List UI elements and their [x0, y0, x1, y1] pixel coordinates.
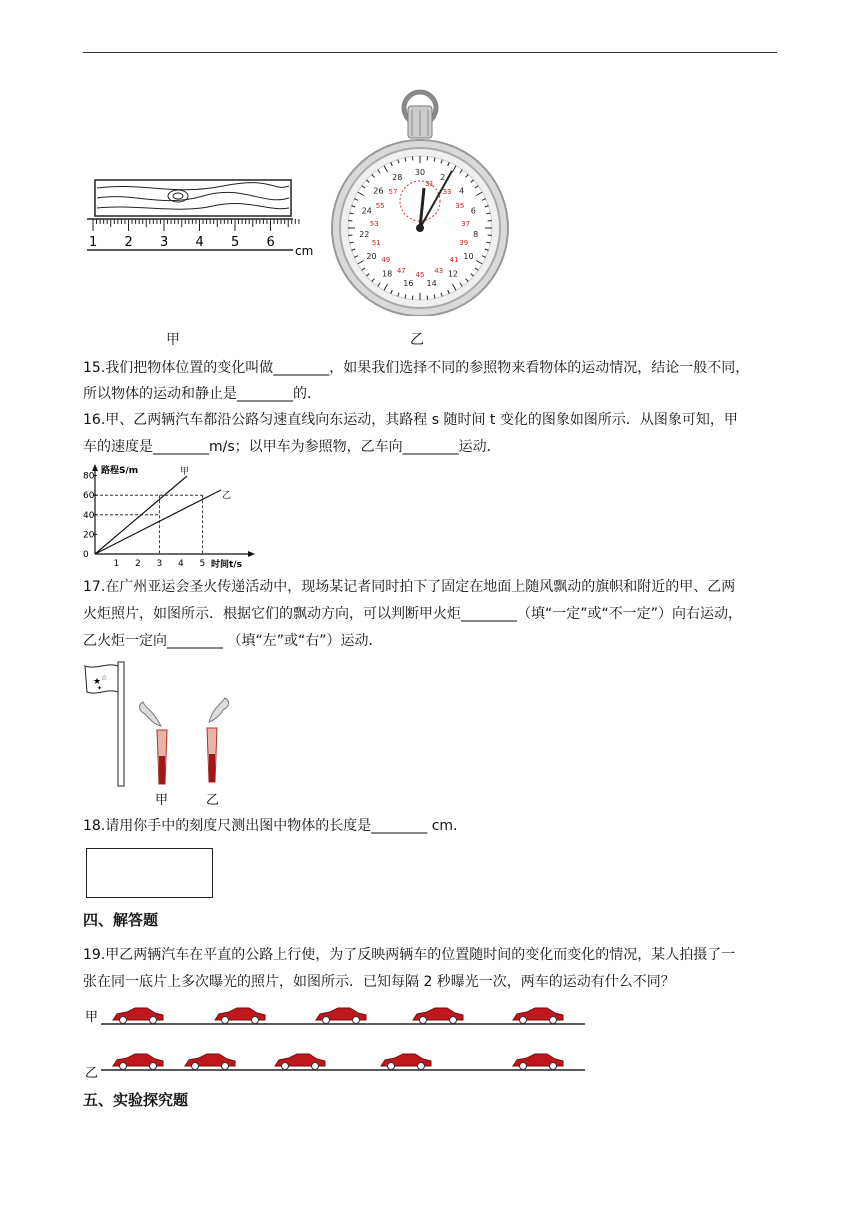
graph-xtick-label: 4 — [178, 559, 184, 569]
car — [113, 1054, 163, 1070]
car — [275, 1054, 325, 1070]
stopwatch-red-number: 39 — [459, 239, 469, 248]
torch-label-b: 乙 — [206, 793, 220, 808]
stopwatch-number: 6 — [470, 206, 476, 216]
stopwatch-number: 18 — [381, 269, 393, 279]
car — [513, 1054, 563, 1070]
ruler-tick-label: 3 — [160, 235, 169, 250]
stopwatch-red-number: 37 — [461, 220, 471, 229]
q19-line1: 19.甲乙两辆汽车在平直的公路上行使，为了反映两辆车的位置随时间的变化而变化的情况，某人拍摄了一 — [83, 947, 736, 963]
svg-text:★: ★ — [93, 677, 102, 687]
car — [215, 1008, 265, 1024]
flag-torch-figure — [83, 658, 243, 808]
graph-line-a-label: 甲 — [180, 467, 190, 477]
stopwatch-number: 16 — [403, 278, 414, 288]
stopwatch-number: 26 — [373, 186, 384, 196]
stopwatch-red-number: 55 — [375, 202, 385, 210]
stopwatch-red-number: 35 — [455, 202, 465, 210]
distance-time-graph — [83, 462, 258, 570]
stopwatch-red-number: 53 — [369, 220, 379, 229]
ruler-tick-label: 2 — [124, 235, 133, 250]
stopwatch-number: 20 — [366, 252, 377, 261]
q15-line1: 15.我们把物体位置的变化叫做________，如果我们选择不同的参照物来看物体的运动情况，结论一般不同， — [83, 360, 750, 376]
graph-xtick-label: 2 — [135, 559, 141, 569]
car-exposure-figure — [83, 1003, 588, 1081]
graph-ytick-label: 80 — [83, 471, 95, 482]
stopwatch-red-number: 45 — [415, 271, 425, 279]
graph-line-b-label: 乙 — [222, 491, 232, 501]
ruler-tick-label: 1 — [89, 235, 98, 250]
stopwatch-figure — [328, 88, 513, 316]
graph-ytick-label: 60 — [83, 491, 95, 502]
stopwatch-number: 30 — [414, 168, 426, 177]
ruler-tick-label: 5 — [231, 235, 240, 250]
car — [185, 1054, 235, 1070]
ruler-unit: cm — [295, 244, 314, 258]
graph-ylabel: 路程S/m — [101, 466, 139, 476]
q16-line2: 车的速度是________m/s；以甲车为参照物，乙车向________运动． — [83, 439, 501, 455]
ruler-tick-label: 6 — [266, 235, 275, 250]
car — [316, 1008, 366, 1024]
q17-line2: 火炬照片，如图所示．根据它们的飘动方向，可以判断甲火炬________（填“一定”或“不一定”）向右运动， — [83, 606, 743, 622]
stopwatch-number: 28 — [392, 172, 403, 182]
car — [113, 1008, 163, 1024]
graph-ytick-label: 40 — [83, 510, 95, 521]
graph-ytick-label: 0 — [83, 550, 89, 560]
car-label-b: 乙 — [85, 1066, 99, 1081]
svg-text:✦: ✦ — [97, 685, 103, 692]
stopwatch-number: 4 — [459, 186, 465, 196]
graph-xtick-label: 1 — [113, 559, 120, 569]
header-rule — [83, 52, 777, 53]
car — [381, 1054, 431, 1070]
q19-line2: 张在同一底片上多次曝光的照片，如图所示．已知每隔 2 秒曝光一次，两车的运动有什么不同？ — [83, 974, 675, 990]
stopwatch-label: 乙 — [410, 332, 424, 348]
stopwatch-number: 8 — [473, 229, 479, 239]
stopwatch-red-number: 43 — [434, 267, 444, 276]
svg-text:☆: ☆ — [101, 674, 108, 682]
ruler-label: 甲 — [166, 332, 180, 348]
stopwatch-number: 12 — [447, 269, 459, 279]
ruler-tick-label: 4 — [195, 235, 204, 250]
section4-heading: 四、解答题 — [83, 911, 159, 929]
stopwatch-red-number: 31 — [425, 180, 435, 189]
section5-heading: 五、实验探究题 — [83, 1091, 189, 1109]
q18-text: 18.请用你手中的刻度尺测出图中物体的长度是________ cm． — [83, 818, 468, 834]
q17-line3: 乙火炬一定向________ （填“左”或“右”）运动． — [83, 633, 383, 649]
stopwatch-red-number: 57 — [388, 187, 398, 196]
stopwatch-red-number: 49 — [381, 255, 391, 264]
stopwatch-number: 22 — [359, 229, 370, 239]
graph-xlabel: 时间t/s — [211, 560, 242, 570]
stopwatch-number: 24 — [361, 206, 372, 216]
graph-xtick-label: 3 — [156, 559, 163, 569]
car — [513, 1008, 563, 1024]
stopwatch-number: 2 — [440, 172, 446, 182]
stopwatch-number: 14 — [426, 278, 437, 288]
torch-label-a: 甲 — [155, 793, 169, 808]
car-label-a: 甲 — [85, 1010, 99, 1025]
q17-line1: 17.在广州亚运会圣火传递活动中，现场某记者同时拍下了固定在地面上随风飘动的旗帜和附近的甲、乙两 — [83, 579, 736, 595]
car — [413, 1008, 463, 1024]
stopwatch-red-number: 51 — [371, 239, 381, 248]
graph-xtick-label: 5 — [199, 559, 206, 569]
stopwatch-number: 10 — [463, 252, 474, 261]
measure-rectangle — [86, 848, 213, 898]
q15-line2: 所以物体的运动和静止是________的． — [83, 386, 321, 402]
q16-line1: 16.甲、乙两辆汽车都沿公路匀速直线向东运动，其路程 s 随时间 t 变化的图象如图所示．从图象可知，甲 — [83, 412, 738, 428]
stopwatch-red-number: 47 — [396, 267, 406, 276]
graph-ytick-label: 20 — [83, 530, 95, 541]
stopwatch-red-number: 33 — [442, 187, 452, 196]
ruler-figure — [83, 178, 323, 260]
stopwatch-red-number: 41 — [449, 255, 459, 264]
